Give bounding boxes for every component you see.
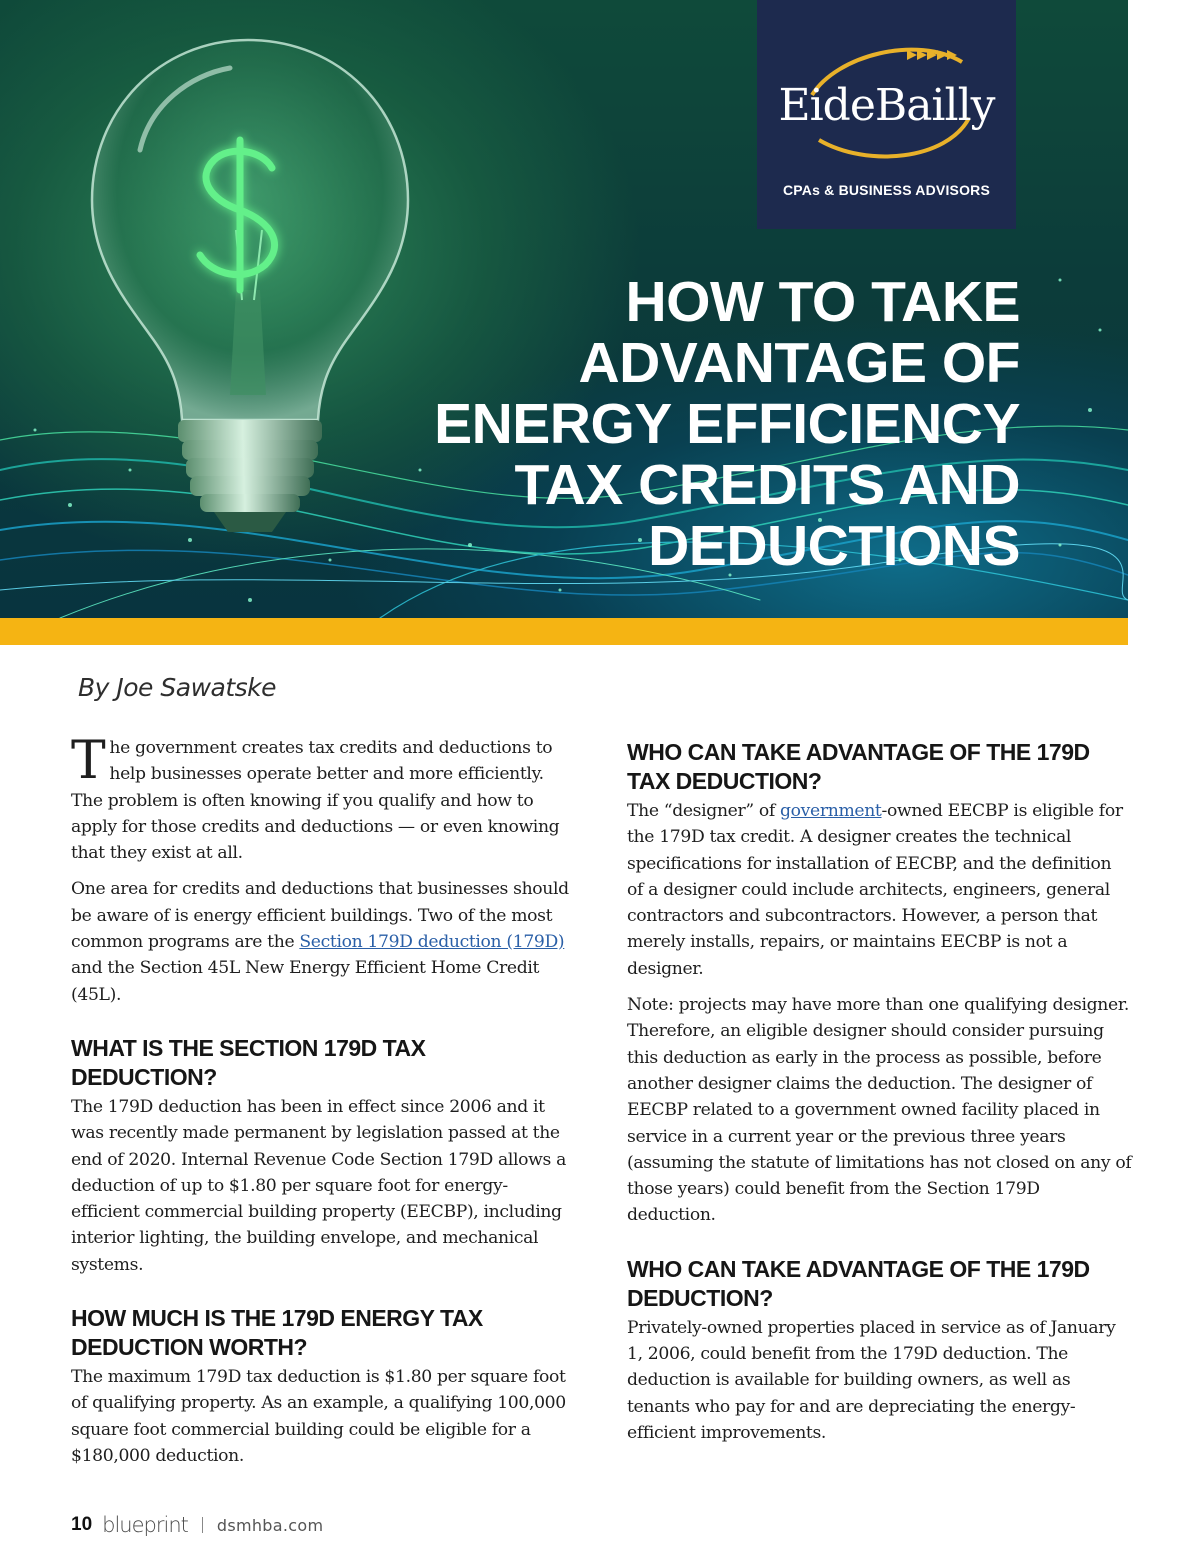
section-179d-link[interactable]: Section 179D deduction (179D) [299, 932, 565, 953]
section-heading: WHO CAN TAKE ADVANTAGE OF THE 179D TAX DEDUCTION? [627, 739, 1090, 794]
body-paragraph: Privately-owned properties placed in service as of January 1, 2006, could benefit from the 179D deduction. The deduction is available for building owners, as well as tenants who pay for and are depreciating the energy-efficient improvements. [627, 1317, 1116, 1443]
section-heading: WHAT IS THE SECTION 179D TAX DEDUCTION? [71, 1034, 426, 1090]
intro-paragraph: The government creates tax credits and deductions to help businesses operate better and more efficiently. The problem is often knowing if you qualify and how to apply for those credits and deductions — or even knowing that they exist at all. [71, 731, 560, 864]
designer-paragraph: The “designer” of government-owned EECBP is eligible for the 179D tax credit. A designer creates the technical specifications for installation of EECBP, and the definition of a designer could include architects, engineers, general contractors and subcontractors. However, a person that merely installs, repairs, or maintains EECBP is not a designer. [627, 801, 1123, 979]
note-paragraph: Note: projects may have more than one qualifying designer. Therefore, an eligible designer should consider pursuing this deduction as early in the process as possible, before another designer claims the deduction. The designer of EECBP related to a government owned facility placed in service in a current year or the previous three years (assuming the statute of limitations has not closed on any of those years) could benefit from the Section 179D deduction. [627, 995, 1132, 1226]
section-heading: HOW MUCH IS THE 179D ENERGY TAX DEDUCTION WORTH? [71, 1305, 483, 1361]
site-url: dsmhba.com [216, 1515, 324, 1535]
left-column [71, 731, 573, 1479]
author-byline: By Joe Sawatske [78, 673, 277, 702]
page-number: 10 [71, 1514, 93, 1535]
right-column [627, 738, 1132, 1456]
accent-bar [0, 618, 1128, 645]
government-link[interactable]: government [780, 801, 882, 821]
eide-bailly-logo [757, 0, 1016, 229]
programs-paragraph: One area for credits and deductions that businesses should be aware of is energy efficient buildings. Two of the most common programs are the Section 179D deduction (179D) and the Section 45L New Energy Efficient Home Credit (45L). [71, 879, 569, 1005]
article-title: HOW TO TAKE ADVANTAGE OF ENERGY EFFICIENCY TAX CREDITS AND DEDUCTIONS [434, 270, 1020, 578]
footer-divider [202, 1517, 203, 1533]
drop-cap: T [71, 731, 106, 791]
body-paragraph: The maximum 179D tax deduction is $1.80 per square foot of qualifying property. As an example, a qualifying 100,000 square foot commercial building could be eligible for a $180,000 deduction. [71, 1367, 566, 1466]
hero-banner [0, 0, 1128, 618]
logo-wordmark: EideBailly [778, 80, 995, 131]
page-footer [71, 1513, 323, 1537]
logo-tagline: CPAs & BUSINESS ADVISORS [782, 182, 991, 198]
magazine-brand: blueprint [102, 1513, 188, 1537]
body-paragraph: The 179D deduction has been in effect since 2006 and it was recently made permanent by legislation passed at the end of 2020. Internal Revenue Code Section 179D allows a deduction of up to $1.80 per square foot for energy-efficient commercial building property (EECBP), including interior lighting, the building envelope, and mechanical systems. [71, 1096, 567, 1275]
section-heading: WHO CAN TAKE ADVANTAGE OF THE 179D DEDUCTION? [627, 1255, 1090, 1311]
